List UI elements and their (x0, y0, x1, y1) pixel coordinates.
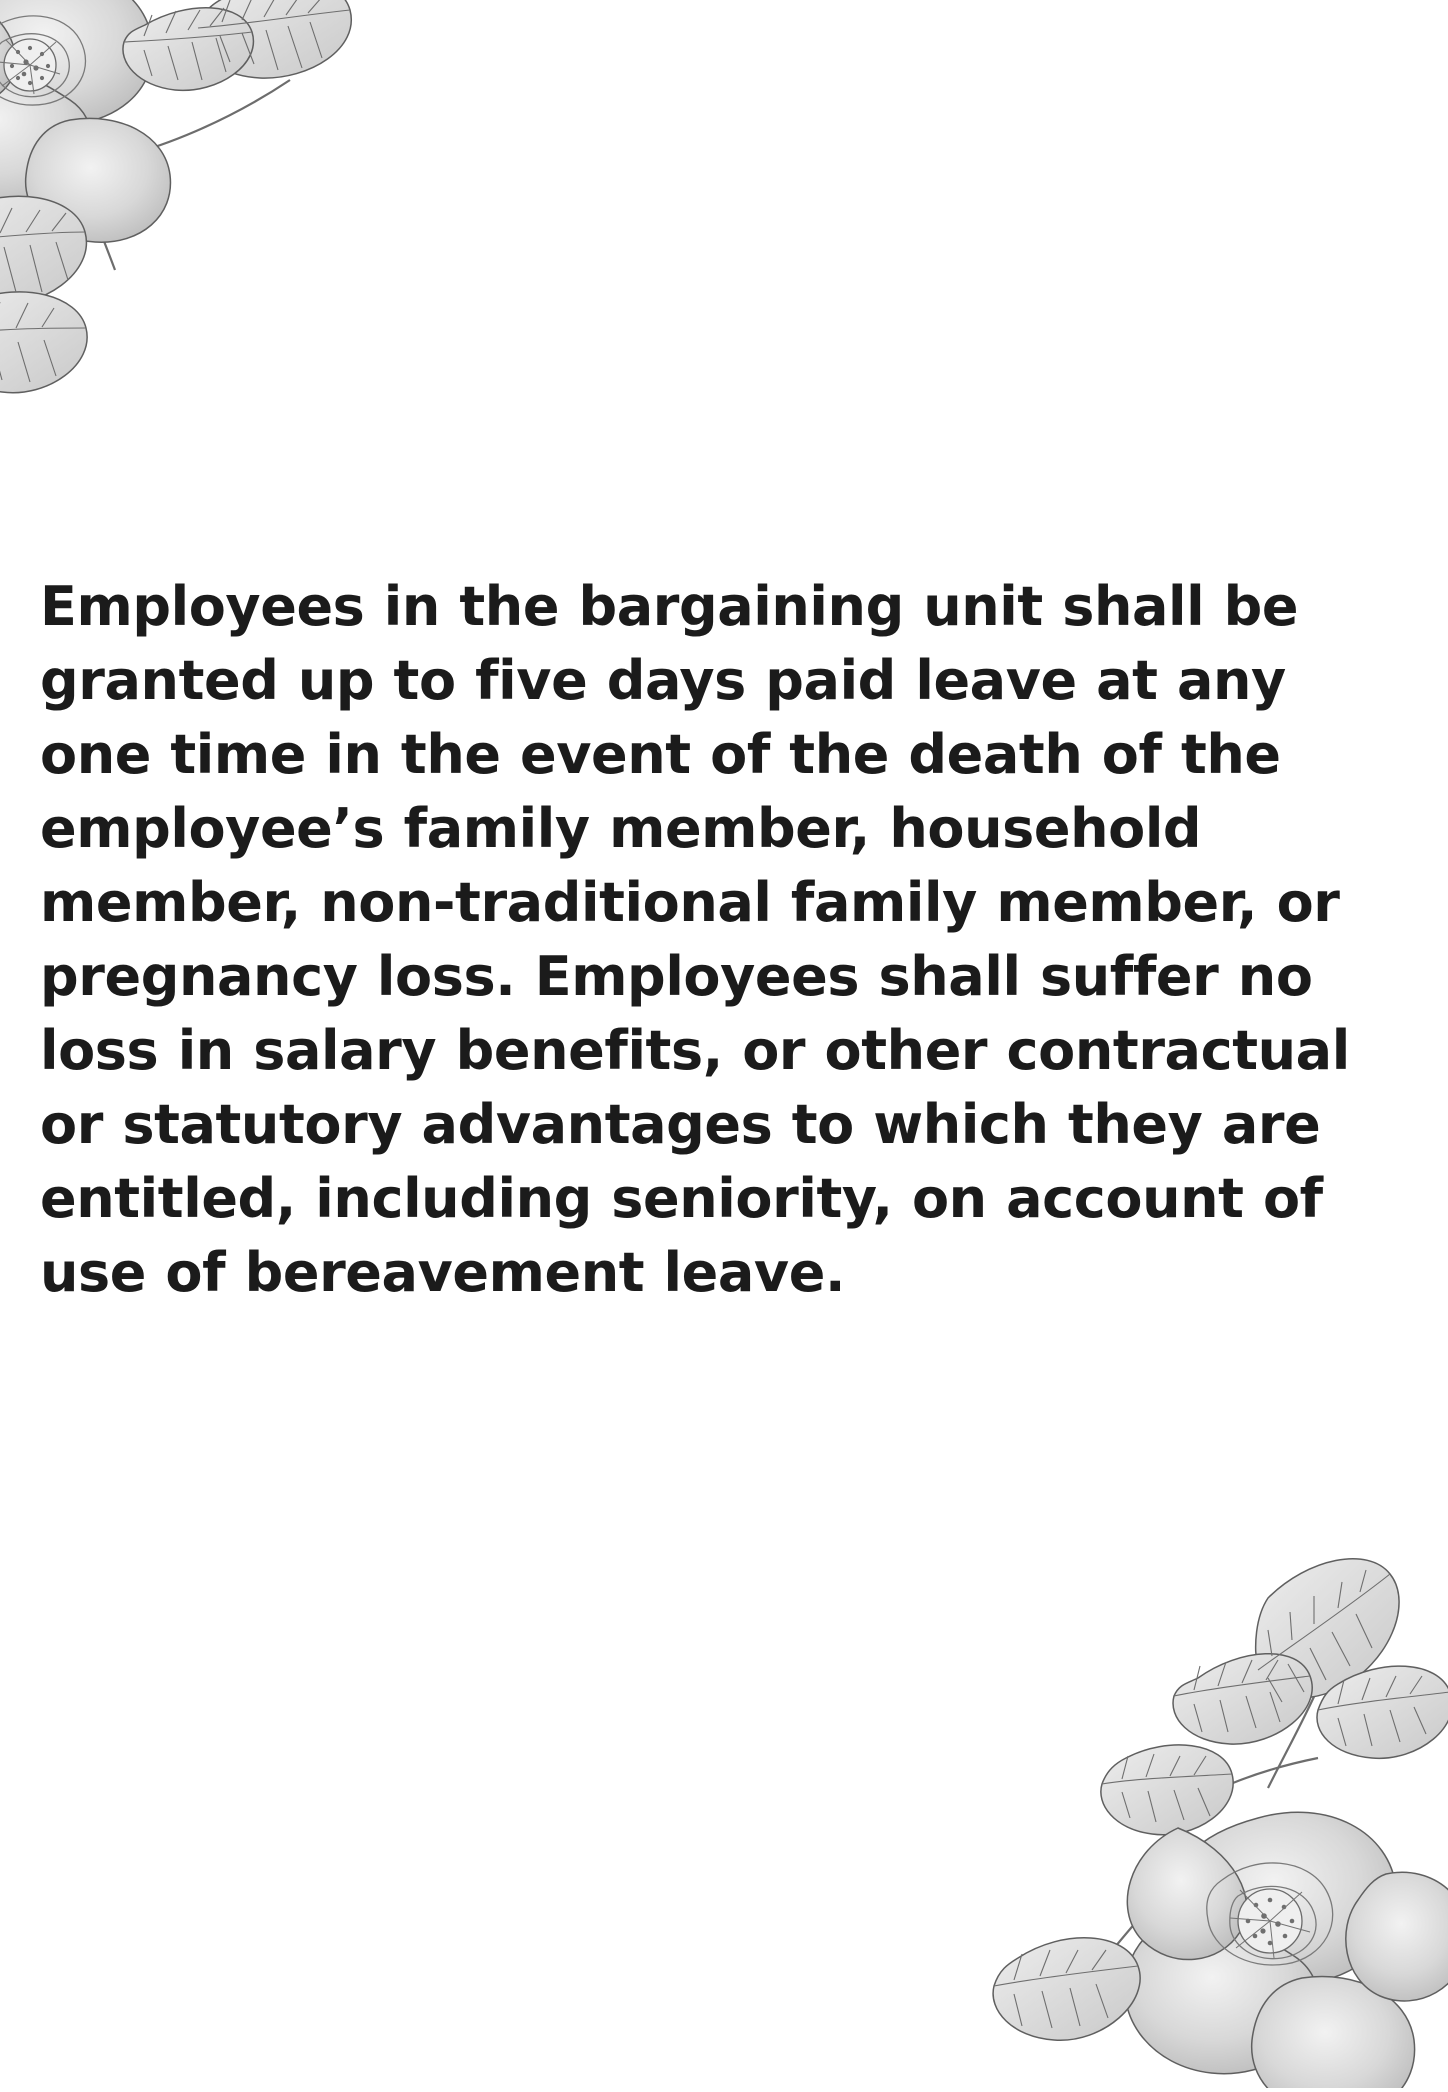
body-paragraph: Employees in the bargaining unit shall be granted up to five days paid leave at any one time in the event of the death of the employee’s family member, household member, non-traditional family member, or pregnancy loss. Employees shall suffer no loss in salary benefits, or other contractual or statutory advantages to which they are entitled, including seniority, on account of use of bereavement leave. (40, 575, 1350, 1304)
document-text-block (40, 570, 1410, 1310)
floral-rose-leaves-corner-icon (0, 0, 550, 530)
floral-rose-leaves-corner-icon (868, 1488, 1448, 2088)
